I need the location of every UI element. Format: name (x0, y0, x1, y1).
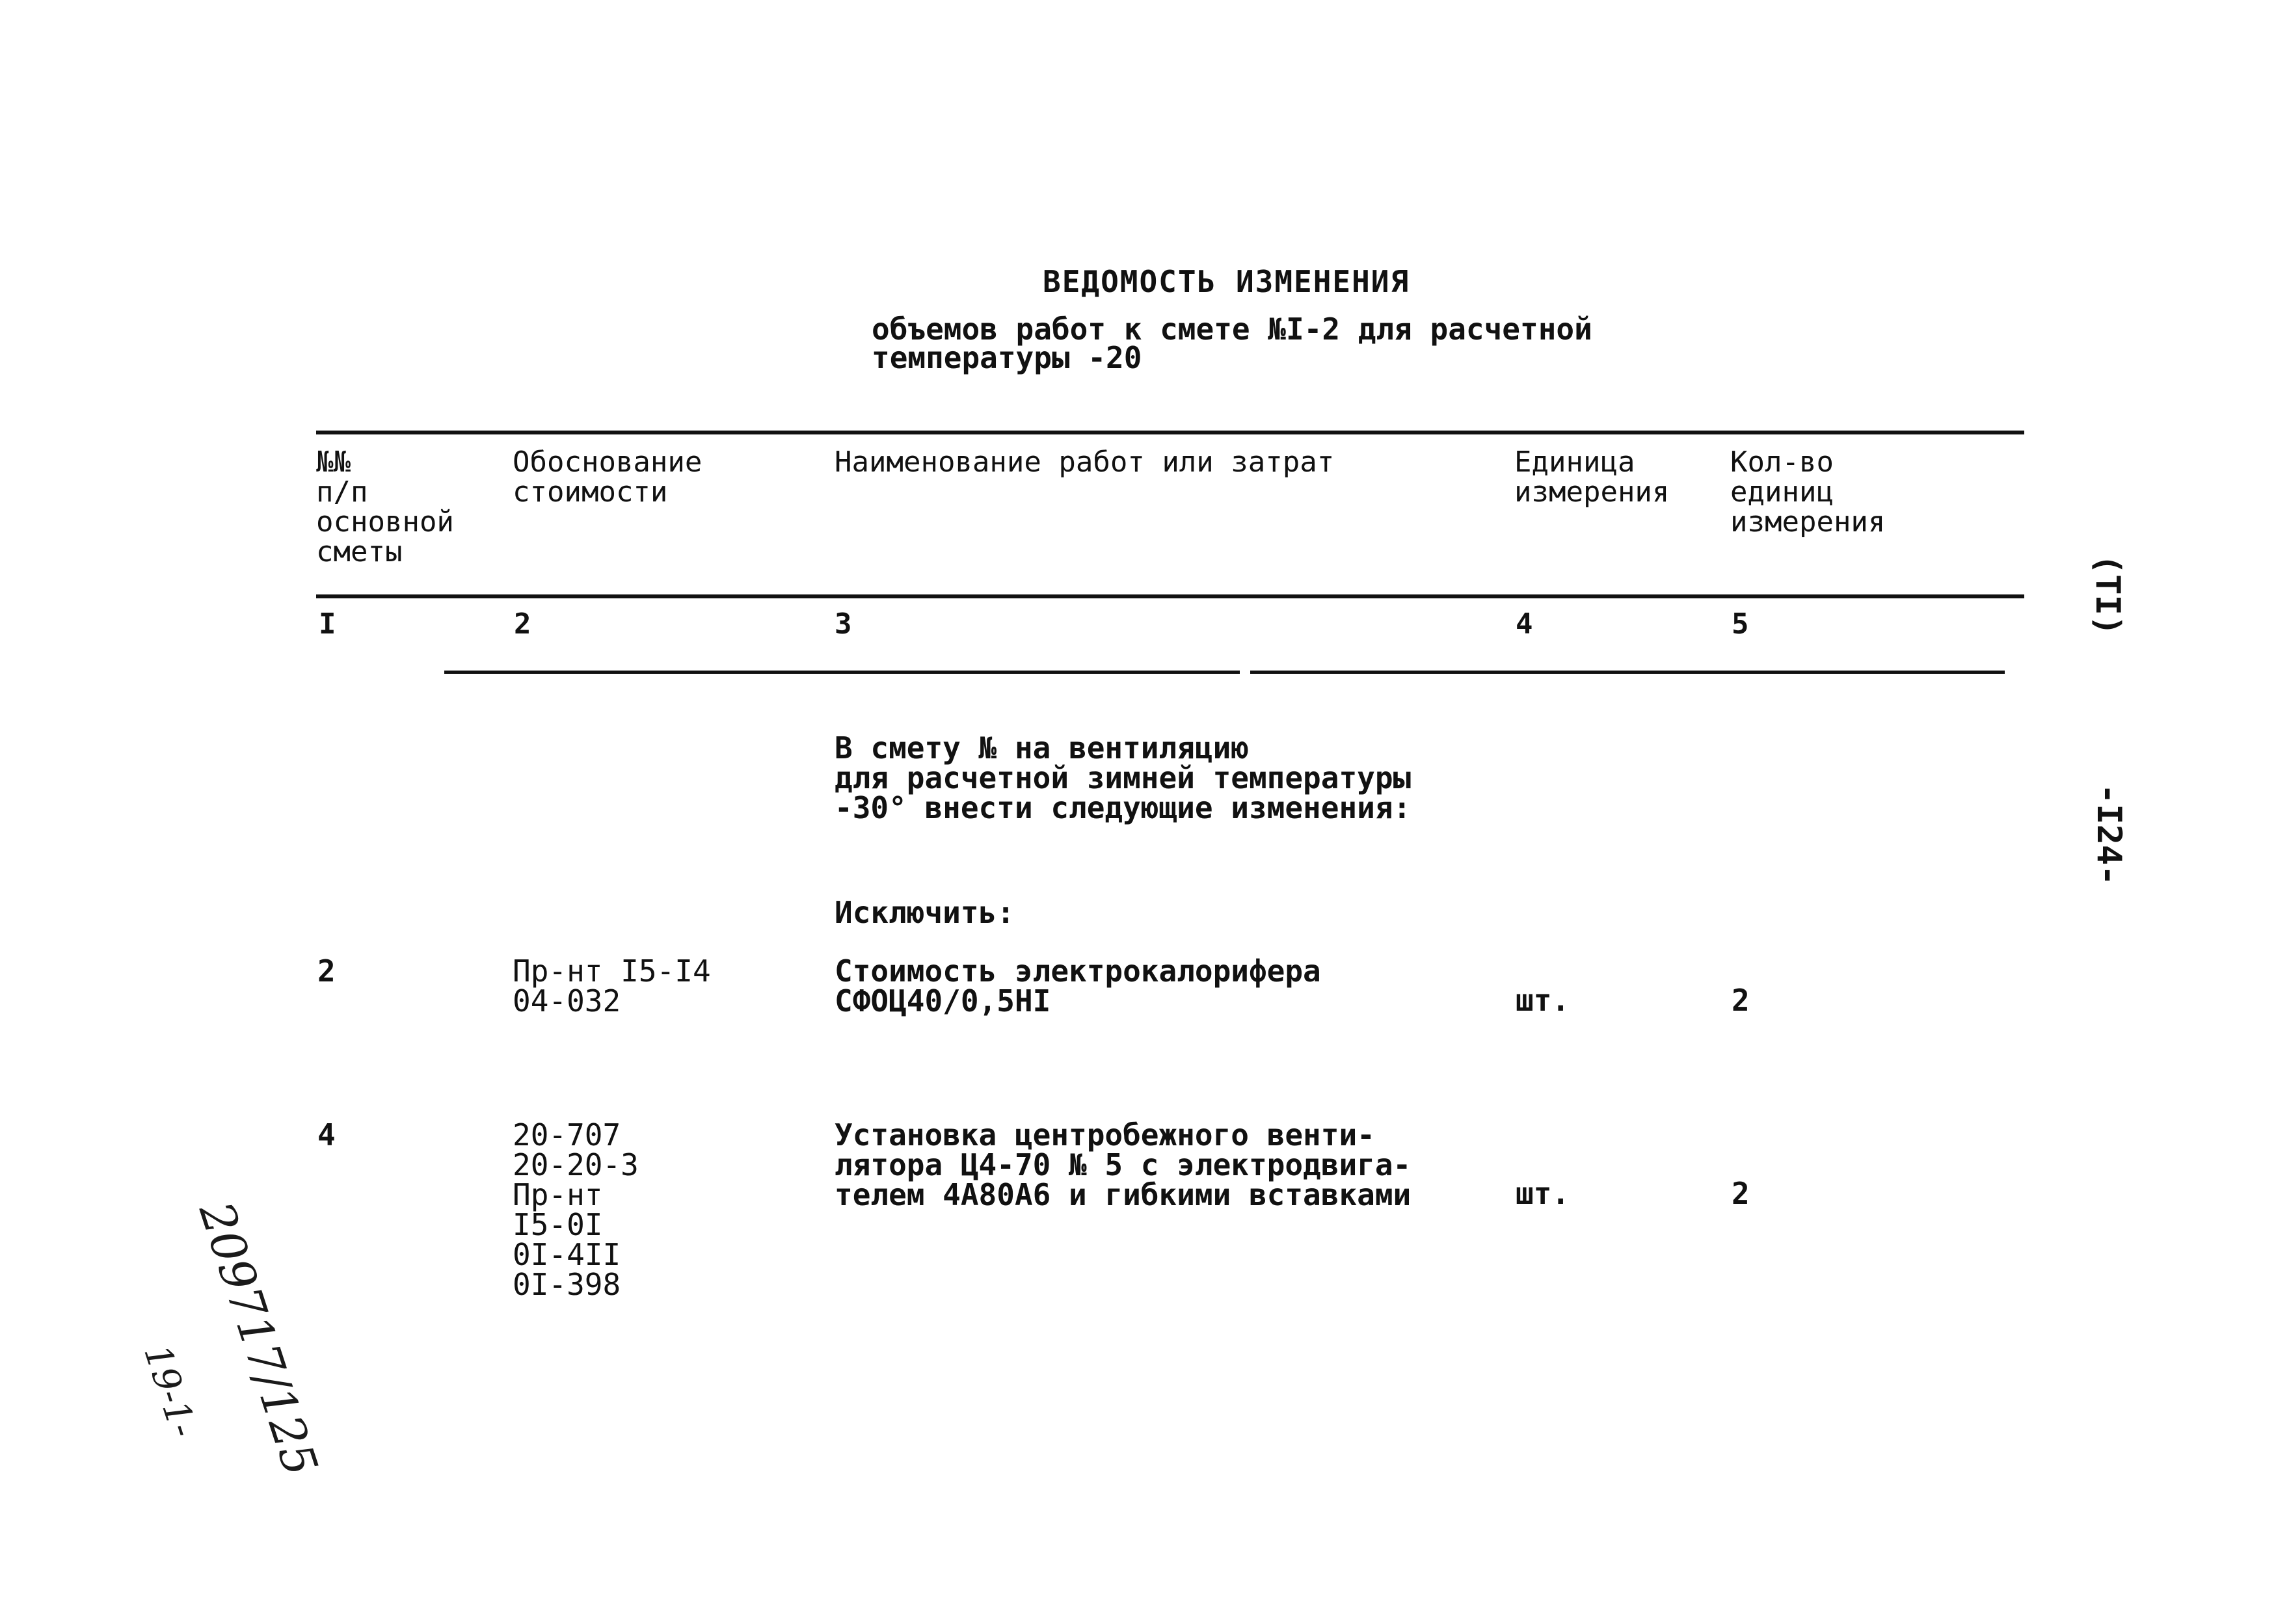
table-top-rule (316, 431, 2024, 434)
row-1-quantity: 2 (1732, 983, 1750, 1018)
row-2-quantity: 2 (1732, 1176, 1750, 1211)
document-subtitle-line-2: температуры -20 (872, 340, 1142, 375)
handwritten-code: 209717/125 (189, 1195, 328, 1483)
row-1-work-name: Стоимость электрокалорифера СФОЦ40/0,5НI (835, 953, 1321, 1018)
numbers-rule-left (444, 671, 1240, 674)
handwritten-note: 19-1- (135, 1340, 205, 1443)
column-number-3: 3 (835, 607, 852, 641)
column-number-5: 5 (1732, 607, 1749, 641)
page-number-label: -I24- (2089, 784, 2128, 886)
section-label-exclude: Исключить: (835, 895, 1015, 930)
column-header-work-name: Наименование работ или затрат (835, 446, 1335, 479)
intro-text: В смету № на вентиляцию для расчетной зимней температуры -30° внести следующие изменения: (835, 730, 1412, 825)
row-1-unit: шт. (1516, 983, 1570, 1018)
header-bottom-rule (316, 594, 2024, 598)
document-title: ВЕДОМОСТЬ ИЗМЕНЕНИЯ (1043, 264, 1410, 299)
numbers-rule-right (1250, 671, 2005, 674)
column-number-2: 2 (514, 607, 531, 641)
column-header-quantity: Кол-во единиц измерения (1730, 446, 1886, 539)
row-2-work-name: Установка центробежного венти- лятора Ц4-70 № 5 с электродвига- телем 4А80А6 и гибкими вставками (835, 1117, 1412, 1212)
column-header-unit: Единица измерения (1514, 446, 1670, 509)
sheet-code-label: (ТI) (2088, 554, 2127, 636)
column-header-number: №№ п/п основной сметы (316, 446, 454, 568)
column-header-basis: Обоснование стоимости (513, 446, 703, 509)
row-2-unit: шт. (1516, 1176, 1570, 1211)
document-subtitle-line-1: объемов работ к смете №I-2 для расчетной (872, 312, 1592, 347)
column-number-4: 4 (1516, 607, 1533, 641)
row-1-number: 2 (317, 953, 336, 989)
row-1-basis: Пр-нт I5-I4 04-032 (513, 953, 711, 1018)
row-2-number: 4 (317, 1117, 336, 1152)
row-2-basis: 20-707 20-20-3 Пр-нт I5-0I 0I-4II 0I-398 (513, 1117, 639, 1302)
column-number-1: I (319, 607, 336, 641)
